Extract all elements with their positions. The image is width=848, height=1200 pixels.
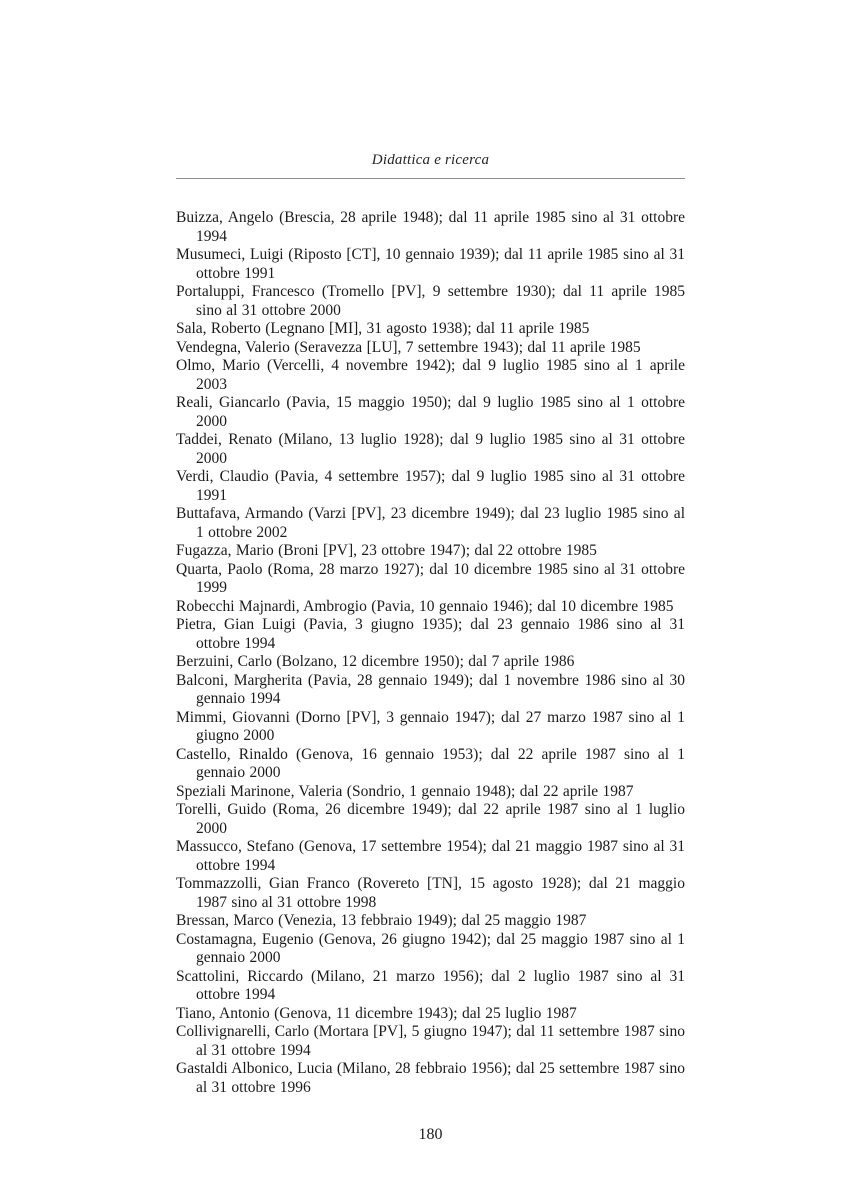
- entry: Gastaldi Albonico, Lucia (Milano, 28 febbraio 1956); dal 25 settembre 1987 sino al 31 ottobre 1996: [176, 1060, 685, 1096]
- entry: Reali, Giancarlo (Pavia, 15 maggio 1950); dal 9 luglio 1985 sino al 1 ottobre 2000: [176, 394, 685, 430]
- entry: Musumeci, Luigi (Riposto [CT], 10 gennaio 1939); dal 11 aprile 1985 sino al 31 ottobre 1991: [176, 246, 685, 282]
- entry: Bressan, Marco (Venezia, 13 febbraio 1949); dal 25 maggio 1987: [176, 912, 587, 929]
- entry: Torelli, Guido (Roma, 26 dicembre 1949); dal 22 aprile 1987 sino al 1 luglio 2000: [176, 801, 685, 837]
- running-header: Didattica e ricerca: [371, 152, 490, 168]
- entry: Verdi, Claudio (Pavia, 4 settembre 1957); dal 9 luglio 1985 sino al 31 ottobre 1991: [176, 468, 685, 504]
- entry: Taddei, Renato (Milano, 13 luglio 1928); dal 9 luglio 1985 sino al 31 ottobre 2000: [176, 431, 685, 467]
- text-block: [176, 0, 685, 1144]
- entry: Buizza, Angelo (Brescia, 28 aprile 1948); dal 11 aprile 1985 sino al 31 ottobre 1994: [176, 209, 685, 245]
- entry: Vendegna, Valerio (Seravezza [LU], 7 settembre 1943); dal 11 aprile 1985: [176, 338, 641, 356]
- entry: Fugazza, Mario (Broni [PV], 23 ottobre 1947); dal 22 ottobre 1985: [176, 542, 597, 559]
- entry: Tommazzolli, Gian Franco (Rovereto [TN], 15 agosto 1928); dal 21 maggio 1987 sino al 31 ottobre 1998: [176, 875, 685, 911]
- entry: Portaluppi, Francesco (Tromello [PV], 9 settembre 1930); dal 11 aprile 1985 sino al 31 ottobre 2000: [176, 283, 685, 319]
- entry: Speziali Marinone, Valeria (Sondrio, 1 gennaio 1948); dal 22 aprile 1987: [176, 782, 634, 800]
- entry: Scattolini, Riccardo (Milano, 21 marzo 1956); dal 2 luglio 1987 sino al 31 ottobre 1994: [176, 967, 685, 1003]
- entry: Sala, Roberto (Legnano [MI], 31 agosto 1938); dal 11 aprile 1985: [176, 320, 590, 337]
- entry: Castello, Rinaldo (Genova, 16 gennaio 1953); dal 22 aprile 1987 sino al 1 gennaio 2000: [176, 745, 685, 781]
- entry: Quarta, Paolo (Roma, 28 marzo 1927); dal 10 dicembre 1985 sino al 31 ottobre 1999: [176, 560, 685, 596]
- entry: Massucco, Stefano (Genova, 17 settembre 1954); dal 21 maggio 1987 sino al 31 ottobre 1994: [176, 838, 685, 874]
- page-number: 180: [418, 1126, 443, 1143]
- entry: Olmo, Mario (Vercelli, 4 novembre 1942); dal 9 luglio 1985 sino al 1 aprile 2003: [176, 357, 685, 393]
- header-rule: [176, 178, 685, 179]
- entry: Collivignarelli, Carlo (Mortara [PV], 5 giugno 1947); dal 11 settembre 1987 sino al 31 ottobre 1994: [176, 1023, 685, 1059]
- entry: Tiano, Antonio (Genova, 11 dicembre 1943); dal 25 luglio 1987: [176, 1004, 577, 1022]
- entry-list: [176, 209, 685, 1097]
- entry: Costamagna, Eugenio (Genova, 26 giugno 1942); dal 25 maggio 1987 sino al 1 gennaio 2000: [176, 930, 685, 966]
- entry: Pietra, Gian Luigi (Pavia, 3 giugno 1935); dal 23 gennaio 1986 sino al 31 ottobre 1994: [176, 616, 685, 652]
- entry: Berzuini, Carlo (Bolzano, 12 dicembre 1950); dal 7 aprile 1986: [176, 653, 575, 670]
- entry: Robecchi Majnardi, Ambrogio (Pavia, 10 gennaio 1946); dal 10 dicembre 1985: [176, 597, 674, 615]
- entry: Buttafava, Armando (Varzi [PV], 23 dicembre 1949); dal 23 luglio 1985 sino al 1 ottobre 2002: [176, 505, 685, 541]
- entry: Balconi, Margherita (Pavia, 28 gennaio 1949); dal 1 novembre 1986 sino al 30 gennaio 1994: [176, 671, 685, 707]
- entry: Mimmi, Giovanni (Dorno [PV], 3 gennaio 1947); dal 27 marzo 1987 sino al 1 giugno 2000: [176, 708, 685, 744]
